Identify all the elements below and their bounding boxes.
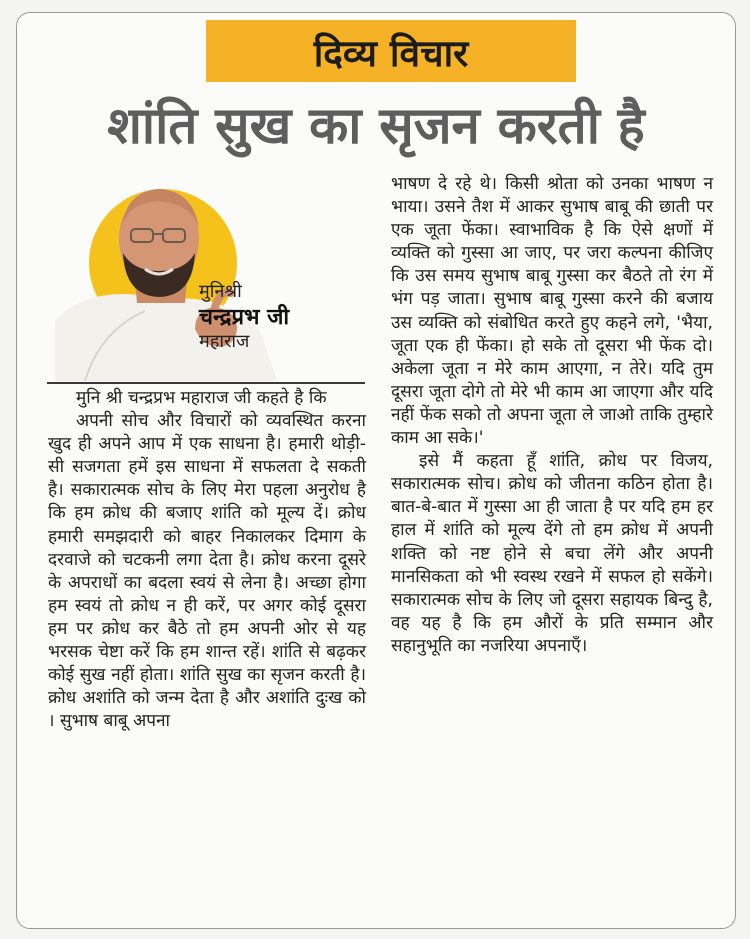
author-title: महाराज xyxy=(199,331,250,352)
article-frame xyxy=(16,12,736,929)
author-name: चन्द्रप्रभ जी xyxy=(199,304,290,330)
article-headline: शांति सुख का सृजन करती है xyxy=(107,97,645,156)
right-paragraph: इसे मैं कहता हूँ शांति, क्रोध पर विजय, सकारात्मक सोच। क्रोध को जीतना कठिन होता है। बात-बे-बात में गुस्सा आ ही जाता है पर यदि हम हर हाल में शांति को मूल्य देंगे तो हम क्रोध में अपनी शक्ति को नष्ट होने से बचा लेंगे और अपनी मानसिकता को भी स्वस्थ रखने में सफल हो सकेंगे। सकारात्मक सोच के लिए जो दूसरा सहायक बिन्दु है, वह यह है कि हम औरों के प्रति सम्मान और सहानुभूति का नजरिया अपनाएँ। xyxy=(391,451,713,656)
author-credit xyxy=(199,281,289,354)
author-divider xyxy=(47,382,365,384)
author-honorific: मुनिश्री xyxy=(199,281,242,302)
article-column-right xyxy=(391,173,713,658)
right-paragraph: भाषण दे रहे थे। किसी श्रोता को उनका भाषण न भाया। उसने तैश में आकर सुभाष बाबू की छाती पर एक जूता फेंका। स्वाभाविक है कि ऐसे क्षणों में व्यक्ति को गुस्सा आ जाए, पर जरा कल्पना कीजिए कि उस समय सुभाष बाबू गुस्सा कर बैठते तो रंग में भंग पड़ जाता। सुभाष बाबू गुस्सा करने की बजाय उस व्यक्ति को संबोधित करते हुए कहने लगे, 'भैया, जूता एक ही फेंका। हो सके तो दूसरा भी फेंक दो। अकेला जूता न मेरे काम आएगा, न तेरे। यदि तुम दूसरा जूता दोगे तो मेरे भी काम आ जाएगा और यदि नहीं फेंक सको तो अपना जूता ले जाओ ताकि तुम्हारे काम आ सके।' xyxy=(391,174,713,449)
section-banner: दिव्य विचार xyxy=(206,20,576,82)
author-photo xyxy=(45,171,349,381)
left-paragraph: अपनी सोच और विचारों को व्यवस्थित करना खुद ही अपने आप में एक साधना है। हमारी थोड़ी-सी सजगता हमें इस साधना में सफलता दे सकती है। सकारात्मक सोच के लिए मेरा पहला अनुरोध है कि हम क्रोध की बजाए शांति को मूल्य दें। क्रोध हमारी समझदारी को बाहर निकालकर दिमाग के दरवाजे को चटकनी लगा देता है। क्रोध करना दूसरे के अपराधों का बदला स्वयं से लेना है। अच्छा होगा हम स्वयं तो क्रोध न ही करें, पर अगर कोई दूसरा हम पर क्रोध कर बैठे तो हम अपनी ओर से यह भरसक चेष्टा करें कि हम शान्त रहें। शांति से बढ़कर कोई सुख नहीं होता। शांति सुख का सृजन करती है। क्रोध अशांति को जन्म देता है और अशांति दुःख को । सुभाष बाबू अपना xyxy=(48,411,366,732)
left-paragraph: मुनि श्री चन्द्रप्रभ महाराज जी कहते है कि xyxy=(76,388,327,408)
article-column-left xyxy=(48,387,366,733)
